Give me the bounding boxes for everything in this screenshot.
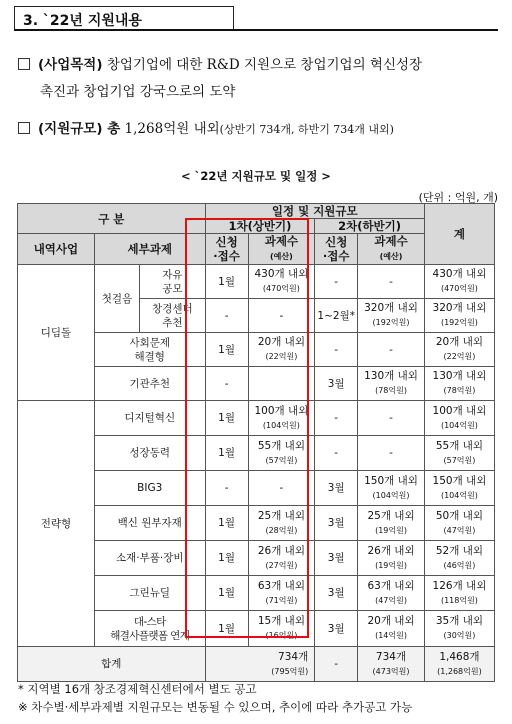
task-cell: 성장동력	[94, 436, 205, 471]
total-count: 55개 내외	[435, 439, 483, 452]
h2-date: -	[315, 333, 358, 367]
h1-date: 1월	[205, 611, 248, 647]
h1-date: 1월	[205, 265, 248, 299]
total-budget: (22억원)	[443, 352, 476, 361]
h2-count: 150개 내외	[364, 474, 418, 487]
h2-count: 130개 내외	[364, 370, 418, 382]
h1-count: 25개 내외	[257, 509, 305, 522]
header-budget-2: (예산)	[379, 252, 403, 261]
scale-detail: (상반기 734개, 하반기 734개 내외)	[219, 123, 394, 136]
purpose-paragraph	[18, 52, 422, 106]
header-program: 내역사업	[18, 234, 95, 265]
h2-budget: (192억원)	[372, 318, 410, 327]
h2-budget: (19억원)	[375, 525, 407, 535]
table-row	[18, 401, 495, 436]
h1-count: 430개 내외	[254, 268, 309, 280]
header-first-half: 1차(상반기)	[205, 219, 315, 234]
checkbox-square-icon	[18, 122, 30, 134]
sum-h2-date: -	[315, 647, 358, 682]
total-budget: (30억원)	[443, 631, 476, 640]
total-count: 130개 내외	[432, 370, 487, 382]
program-strategic: 전략형	[18, 401, 95, 647]
support-schedule-table	[17, 203, 495, 682]
total-count: 150개 내외	[432, 474, 487, 487]
header-task: 세부과제	[94, 234, 205, 265]
header-total: 계	[424, 204, 494, 265]
sum-h1-budget: (795억원)	[271, 666, 309, 676]
h2-count: 320개 내외	[364, 302, 418, 314]
total-budget: (104억원)	[440, 490, 478, 500]
h1-count: 63개 내외	[257, 579, 305, 592]
h1-date: 1월	[205, 401, 248, 436]
purpose-label: (사업목적)	[38, 57, 103, 73]
h1-date: -	[205, 299, 248, 333]
section-divider	[14, 29, 498, 31]
task-cell: 기관추천	[94, 367, 205, 401]
sum-total-budget: (1,268억원)	[437, 666, 482, 676]
h1-count: 26개 내외	[257, 544, 305, 557]
h2-budget: (78억원)	[375, 386, 407, 395]
header-apply-1: 신청	[215, 235, 238, 249]
task-cell: 소재·부품·장비	[94, 541, 205, 576]
h2-budget: (104억원)	[372, 490, 410, 500]
total-budget: (47억원)	[443, 525, 476, 535]
purpose-text-1: 창업기업에 대한 R&D 지원으로 창업기업의 혁신성장	[106, 57, 423, 73]
sum-label: 합계	[18, 647, 206, 682]
h1-date: 1월	[205, 333, 248, 367]
task-cell: 창경센터 추천	[140, 299, 206, 333]
h1-date: 1월	[205, 436, 248, 471]
task-cell: 디지털혁신	[94, 401, 205, 436]
sum-h2-budget: (473억원)	[372, 666, 410, 676]
h1-date: -	[205, 367, 248, 401]
table-caption: < `22년 지원규모 및 일정 >	[181, 169, 331, 183]
total-count: 126개 내외	[432, 579, 487, 592]
h1-budget: (57억원)	[265, 455, 298, 465]
header-division: 구 분	[18, 204, 206, 234]
total-count: 100개 내외	[432, 404, 487, 417]
table-row	[18, 265, 495, 299]
h2-count: -	[389, 412, 393, 424]
h2-count: -	[389, 275, 393, 288]
h2-date: 3월	[315, 367, 358, 401]
header-apply-2b: ·접수	[322, 249, 350, 263]
header-second-half: 2차(하반기)	[315, 219, 425, 234]
h2-budget: (14억원)	[375, 631, 407, 640]
h1-date: 1월	[205, 576, 248, 611]
footnote-2: ※ 차수별·세부과제별 지원규모는 변동될 수 있으며, 추이에 따라 추가공고 가능	[18, 700, 413, 714]
h2-count: 63개 내외	[367, 579, 415, 592]
h1-count: 20개 내외	[257, 336, 305, 348]
h2-count: -	[389, 447, 393, 459]
total-count: 320개 내외	[432, 302, 487, 314]
h2-date: -	[315, 265, 358, 299]
task-cell: 대-스타 해결사플랫폼 연계	[94, 611, 205, 647]
h1-date: -	[205, 471, 248, 506]
checkbox-square-icon	[18, 58, 30, 70]
h2-date: 3월	[315, 576, 358, 611]
header-budget-1: (예산)	[270, 252, 293, 261]
group-first-step: 첫걸음	[94, 265, 139, 333]
program-didimdol: 디딤돌	[18, 265, 95, 401]
total-budget: (46억원)	[443, 560, 476, 570]
h1-date: 1월	[205, 506, 248, 541]
task-cell: BIG3	[94, 471, 205, 506]
sum-total-count: 1,468개	[439, 650, 480, 663]
h2-date: 3월	[315, 506, 358, 541]
total-budget: (192억원)	[440, 318, 478, 327]
header-count-1: 과제수	[264, 234, 299, 248]
unit-note: (단위 : 억원, 개)	[418, 191, 498, 204]
h2-budget: (19억원)	[375, 560, 407, 570]
task-cell: 그린뉴딜	[94, 576, 205, 611]
h2-date: 3월	[315, 541, 358, 576]
total-count: 50개 내외	[435, 509, 483, 522]
scale-label: (지원규모) 총	[38, 121, 121, 137]
h1-budget: (22억원)	[265, 352, 298, 361]
section-header-box	[14, 6, 234, 31]
h1-count: 55개 내외	[257, 439, 305, 452]
h2-count: -	[389, 343, 393, 356]
h1-budget: (28억원)	[265, 525, 298, 535]
total-count: 430개 내외	[432, 268, 487, 280]
h2-date: -	[315, 401, 358, 436]
h2-count: 26개 내외	[367, 544, 415, 557]
purpose-text-2: 촉진과 창업기업 강국으로의 도약	[40, 84, 236, 100]
h1-count: -	[279, 482, 284, 494]
total-budget: (104억원)	[440, 420, 478, 430]
section-title: 3. `22년 지원내용	[23, 13, 142, 29]
h2-count: 20개 내외	[367, 615, 415, 627]
header-apply-1b: ·접수	[213, 249, 240, 263]
scale-paragraph	[18, 116, 394, 143]
h1-budget: (71억원)	[265, 595, 298, 605]
h1-budget: (470억원)	[262, 284, 300, 293]
total-count: 52개 내외	[435, 544, 483, 557]
task-cell: 사회문제 해결형	[94, 333, 205, 367]
sum-row	[18, 647, 495, 682]
h1-budget: (27억원)	[265, 560, 298, 570]
h2-date: 3월	[315, 611, 358, 647]
task-cell: 백신 원부자재	[94, 506, 205, 541]
total-count: 35개 내외	[435, 615, 483, 627]
total-budget: (78억원)	[443, 386, 476, 395]
header-schedule: 일정 및 지원규모	[205, 204, 424, 219]
h1-count: 15개 내외	[257, 615, 305, 627]
task-cell: 자유 공모	[140, 265, 206, 299]
total-count: 20개 내외	[435, 336, 483, 348]
sum-h2-count: 734개	[375, 650, 407, 663]
h2-budget: (47억원)	[375, 595, 407, 605]
h1-count: -	[279, 309, 284, 322]
h1-date: 1월	[205, 541, 248, 576]
total-budget: (118억원)	[440, 595, 478, 605]
h1-budget: (16억원)	[265, 631, 298, 640]
header-count-2: 과제수	[374, 234, 408, 248]
h2-date: 1~2월*	[315, 299, 358, 333]
h2-date: 3월	[315, 471, 358, 506]
h1-budget: (104억원)	[262, 420, 300, 430]
header-apply-2: 신청	[325, 235, 348, 249]
total-budget: (57억원)	[443, 455, 476, 465]
scale-amount: 1,268억원 내외	[124, 121, 220, 137]
footnote-1: * 지역별 16개 창조경제혁신센터에서 별도 공고	[18, 682, 257, 696]
h1-count: 100개 내외	[254, 404, 309, 417]
h2-count: 25개 내외	[367, 509, 415, 522]
sum-h1-count: 734개	[278, 650, 309, 663]
h2-date: -	[315, 436, 358, 471]
total-budget: (470억원)	[440, 284, 478, 293]
